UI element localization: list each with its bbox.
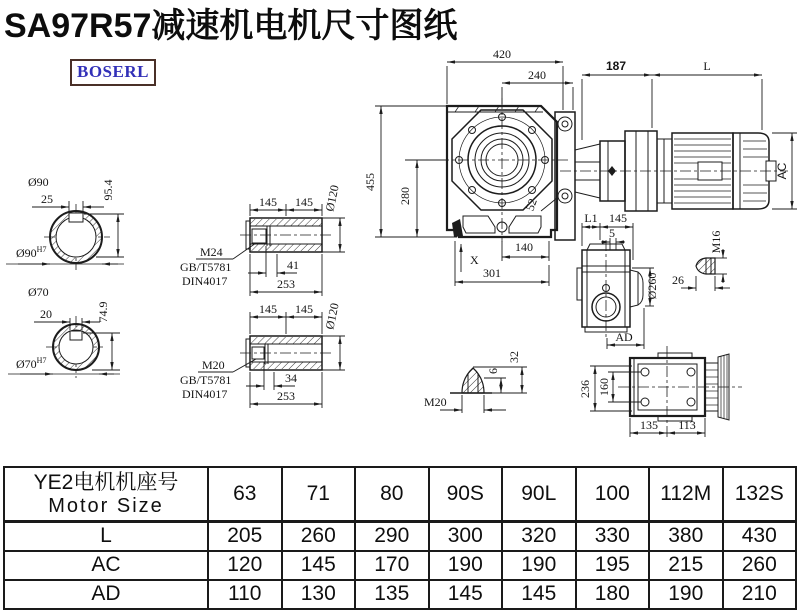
bore90-height-dim: 95.4 xyxy=(101,179,115,201)
col-80: 80 xyxy=(355,467,429,521)
top-view-fins xyxy=(705,370,718,405)
bore90-dia-label: Ø90 xyxy=(28,175,49,189)
cell-AC-90L: 190 xyxy=(502,551,576,580)
dim-L: L xyxy=(703,59,711,73)
dim-160: 160 xyxy=(597,378,611,396)
bore70-dia-label: Ø70 xyxy=(28,285,49,299)
bore70-height-dim: 74.9 xyxy=(96,301,110,323)
col-90L: 90L xyxy=(502,467,576,521)
col-63: 63 xyxy=(208,467,282,521)
dim-145-side: 145 xyxy=(609,211,627,225)
cell-L-132S: 430 xyxy=(723,521,797,551)
cell-AD-63: 110 xyxy=(208,580,282,609)
dim-260: Ø260 xyxy=(645,272,659,300)
gearbox-top-view xyxy=(578,346,742,440)
col-132S: 132S xyxy=(723,467,797,521)
motor-size-header-cn: YE2电机机座号 xyxy=(33,470,179,494)
dim-140: 140 xyxy=(515,240,533,254)
dim-6: 6 xyxy=(486,368,500,374)
dim-M16: M16 xyxy=(709,230,723,254)
cell-AD-80: 135 xyxy=(355,580,429,609)
shaft-bottom-bolt-label: M20 xyxy=(202,358,225,372)
dim-32: 32 xyxy=(507,351,521,363)
dim-M20: M20 xyxy=(424,395,447,409)
hollow-shaft-m24-view xyxy=(180,184,345,296)
hollow-shaft-m20-view xyxy=(180,302,345,408)
shaft-bottom-inner-dim: 34 xyxy=(285,371,297,385)
dim-455: 455 xyxy=(363,173,377,191)
row-label-L: L xyxy=(4,521,208,551)
dim-135: 135 xyxy=(640,418,658,432)
dim-280: 280 xyxy=(398,187,412,205)
shaft-bottom-std2: DIN4017 xyxy=(182,387,228,401)
dim-26: 26 xyxy=(672,273,684,287)
dim-5: 5 xyxy=(609,226,615,240)
cell-AC-100: 195 xyxy=(576,551,650,580)
boserl-logo-text: BOSERL xyxy=(77,62,149,81)
cell-AD-71: 130 xyxy=(282,580,356,609)
cell-L-80: 290 xyxy=(355,521,429,551)
dim-113: 113 xyxy=(678,418,696,432)
cell-AC-80: 170 xyxy=(355,551,429,580)
page-title: SA97R57减速机电机尺寸图纸 xyxy=(4,7,458,45)
row-label-AC: AC xyxy=(4,551,208,580)
dim-L1: L1 xyxy=(584,211,598,225)
dim-AD: AD xyxy=(615,330,633,344)
shaft-top-inner-dim: 41 xyxy=(287,258,299,272)
shaft-top-len1: 145 xyxy=(259,195,277,209)
col-100: 100 xyxy=(576,467,650,521)
gearbox-motor-front-view xyxy=(363,47,797,286)
cell-AD-90L: 145 xyxy=(502,580,576,609)
bore90-fit-label: $Ø90^{H7}$ xyxy=(16,245,47,260)
m20-plug-detail xyxy=(424,351,527,413)
cell-AC-112M: 215 xyxy=(649,551,723,580)
shaft-bottom-std1: GB/T5781 xyxy=(180,373,232,387)
shaft-bottom-len1: 145 xyxy=(259,302,277,316)
cell-AD-100: 180 xyxy=(576,580,650,609)
shaft-top-bolt-label: M24 xyxy=(200,245,223,259)
bore90-keyway-dim: 25 xyxy=(41,192,53,206)
dim-AC: AC xyxy=(775,162,789,180)
row-label-AD: AD xyxy=(4,580,208,609)
motor-size-header-en: Motor Size xyxy=(48,494,164,517)
dim-52: 52 xyxy=(522,196,540,213)
shaft-bottom-dia: Ø120 xyxy=(322,301,342,331)
motor-size-table xyxy=(3,466,797,610)
cell-L-63: 205 xyxy=(208,521,282,551)
cell-L-100: 330 xyxy=(576,521,650,551)
table-header-row xyxy=(4,467,796,521)
bore70-section-view xyxy=(8,285,120,378)
cell-L-71: 260 xyxy=(282,521,356,551)
dim-236: 236 xyxy=(578,380,592,398)
col-71: 71 xyxy=(282,467,356,521)
dim-301: 301 xyxy=(483,266,501,280)
bore90-section-view xyxy=(6,175,124,270)
cell-L-90L: 320 xyxy=(502,521,576,551)
bore70-keyway-dim: 20 xyxy=(40,307,52,321)
cell-L-112M: 380 xyxy=(649,521,723,551)
table-row-L xyxy=(4,521,796,551)
table-row-AD xyxy=(4,580,796,609)
shaft-bottom-total-dim: 253 xyxy=(277,389,295,403)
shaft-top-std2: DIN4017 xyxy=(182,274,228,288)
cell-AC-63: 120 xyxy=(208,551,282,580)
shaft-top-dia: Ø120 xyxy=(322,183,342,213)
col-90S: 90S xyxy=(429,467,503,521)
cell-AC-71: 145 xyxy=(282,551,356,580)
cell-AC-132S: 260 xyxy=(723,551,797,580)
dim-420: 420 xyxy=(493,47,511,61)
shaft-bottom-len2: 145 xyxy=(295,302,313,316)
cell-AD-132S: 210 xyxy=(723,580,797,609)
col-112M: 112M xyxy=(649,467,723,521)
gearbox-side-view xyxy=(577,211,730,349)
motor-size-header xyxy=(4,467,208,521)
dim-240: 240 xyxy=(528,68,546,82)
shaft-top-len2: 145 xyxy=(295,195,313,209)
label-x-mark: X xyxy=(470,253,479,267)
shaft-top-total-dim: 253 xyxy=(277,277,295,291)
cell-AC-90S: 190 xyxy=(429,551,503,580)
table-row-AC xyxy=(4,551,796,580)
cell-AD-112M: 190 xyxy=(649,580,723,609)
dim-187: 187 xyxy=(605,59,627,73)
bore70-fit-label: $Ø70^{H7}$ xyxy=(16,356,47,371)
cell-AD-90S: 145 xyxy=(429,580,503,609)
shaft-top-std1: GB/T5781 xyxy=(180,260,232,274)
cell-L-90S: 300 xyxy=(429,521,503,551)
